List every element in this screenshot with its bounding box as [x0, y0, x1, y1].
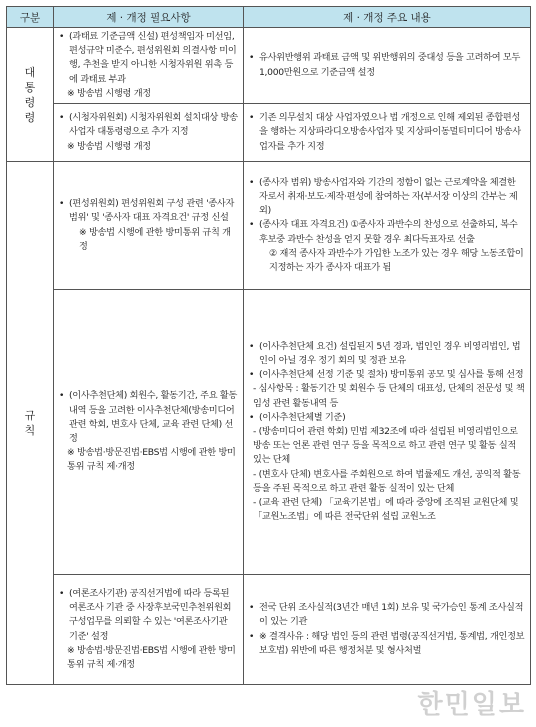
- content-bullet: • (이사추천단체 요건) 설립된지 5년 경과, 법인인 경우 비영리법인, 법인이 아닐 경우 정기 회의 및 정관 보유: [249, 340, 525, 368]
- needs-cell: [54, 28, 244, 104]
- content-sub: - (변호사 단체) 변호사를 주회원으로 하여 법률제도 개선, 공익적 활동 등을 주된 목적으로 하고 관련 활동 실적이 있는 단체: [253, 468, 521, 494]
- content-bullet: • (종사자 범위) 방송사업자와 기간의 정함이 없는 근로계약을 체결한 자로서 취재·보도·제작·편성에 참여하는 자(부서장 이상의 간부는 제외): [249, 176, 525, 219]
- needs-bullet: • (이사추천단체) 회원수, 활동기간, 주요 활동내역 등을 고려한 이사추천단체(방송미디어 관련 학회, 변호사 단체, 교육 관련 단체) 선정: [59, 389, 238, 446]
- policy-table-page: [6, 6, 530, 721]
- content-bullet: • (종사자 대표 자격요건) ①종사자 과반수의 찬성으로 선출하되, 복수 후보중 과반수 찬성을 얻지 못할 경우 최다득표자로 선출: [249, 218, 525, 246]
- needs-note: ※ 방송법·방문진법·EBS법 시행에 관한 방미통위 규칙 제·개정: [67, 447, 236, 473]
- content-sub: - (방송미디어 관련 학회) 민법 제32조에 따라 설립된 비영리법인으로 방송 또는 언론 관련 연구 등을 목적으로 하고 관련 연구 및 활동 실적 있는 단체: [253, 425, 518, 466]
- needs-bullet: • (과태료 기준금액 신설) 편성책임자 미선임, 편성규약 미준수, 편성위원회 의결사항 미이행, 추천을 받지 아니한 시청자위원 위촉 등에 과태료 부과: [59, 30, 238, 87]
- table-row: [7, 104, 531, 162]
- table-row: [7, 28, 531, 104]
- needs-bullet: • (편성위원회) 편성위원회 구성 관련 '종사자 범위' 및 '종사자 대표 자격요건' 규정 신설: [59, 197, 238, 225]
- category-presidential-decree: 대 통 령 령: [7, 28, 54, 162]
- header-row: [7, 7, 531, 28]
- needs-note: ※ 방송법·방문진법·EBS법 시행에 관한 방미통위 규칙 제·개정: [67, 644, 236, 670]
- content-bullet: • 유사위반행위 과태료 금액 및 위반행위의 중대성 등을 고려하여 모두 1,000만원으로 기준금액 설정: [249, 51, 525, 79]
- regulation-amendment-table: [6, 6, 531, 685]
- header-content: 제 · 개정 주요 내용: [244, 7, 531, 28]
- watermark-logo: 한민일보: [417, 690, 526, 720]
- needs-cell: [54, 162, 244, 290]
- needs-cell: [54, 575, 244, 685]
- header-needs: 제 · 개정 필요사항: [54, 7, 244, 28]
- content-sub: ② 재적 종사자 과반수가 가입한 노조가 있는 경우 해당 노동조합이 지정하는 자가 종사자 대표가 됨: [269, 247, 524, 274]
- content-cell: [244, 290, 531, 575]
- content-sub: - 심사항목 : 활동기간 및 회원수 등 단체의 대표성, 단체의 전문성 및 책임성 관련 활동내역 등: [253, 383, 525, 409]
- content-cell: [244, 28, 531, 104]
- content-cell: [244, 104, 531, 162]
- needs-note: ※ 방송법 시행령 개정: [67, 87, 151, 99]
- needs-note: ※ 방송법 시행에 관한 방미통위 규칙 개정: [79, 226, 231, 252]
- content-bullet: • 전국 단위 조사실적(3년간 매년 1회) 보유 및 국가승인 통계 조사실적이 있는 기관: [249, 601, 525, 629]
- needs-cell: [54, 104, 244, 162]
- table-row: [7, 162, 531, 290]
- table-row: [7, 575, 531, 685]
- content-bullet: • (이사추천단체 선정 기준 및 절차) 방미통위 공모 및 심사를 통해 선정: [249, 368, 525, 382]
- content-bullet: • (이사추천단체별 기준): [249, 411, 525, 425]
- needs-note: ※ 방송법 시행령 개정: [67, 140, 151, 152]
- content-note: • ※ 결격사유 : 해당 법인 등의 관련 법령(공직선거법, 통계법, 개인정보보호법) 위반에 따른 행정처분 및 형사처벌: [249, 630, 525, 658]
- category-rules: 규 칙: [7, 162, 54, 685]
- table-row: [7, 290, 531, 575]
- content-sub: - (교육 관련 단체) 「교육기본법」에 따라 중앙에 조직된 교원단체 및 「교원노조법」에 따른 전국단위 설립 교원노조: [253, 496, 519, 523]
- content-cell: [244, 575, 531, 685]
- needs-bullet: • (시청자위원회) 시청자위원회 설치대상 방송사업자 대통령령으로 추가 지정: [59, 111, 238, 139]
- needs-cell: [54, 290, 244, 575]
- needs-bullet: • (여론조사기관) 공직선거법에 따라 등록된 여론조사 기관 중 사장후보국민추천위원회 구성업무를 의뢰할 수 있는 '여론조사기관 기준' 설정: [59, 587, 238, 644]
- content-cell: [244, 162, 531, 290]
- content-bullet: • 기존 의무설치 대상 사업자였으나 법 개정으로 인해 제외된 종합편성을 행하는 지상파라디오방송사업자 및 지상파이동멀티미디어 방송사업자를 추가 지정: [249, 111, 525, 154]
- header-category: 구분: [7, 7, 54, 28]
